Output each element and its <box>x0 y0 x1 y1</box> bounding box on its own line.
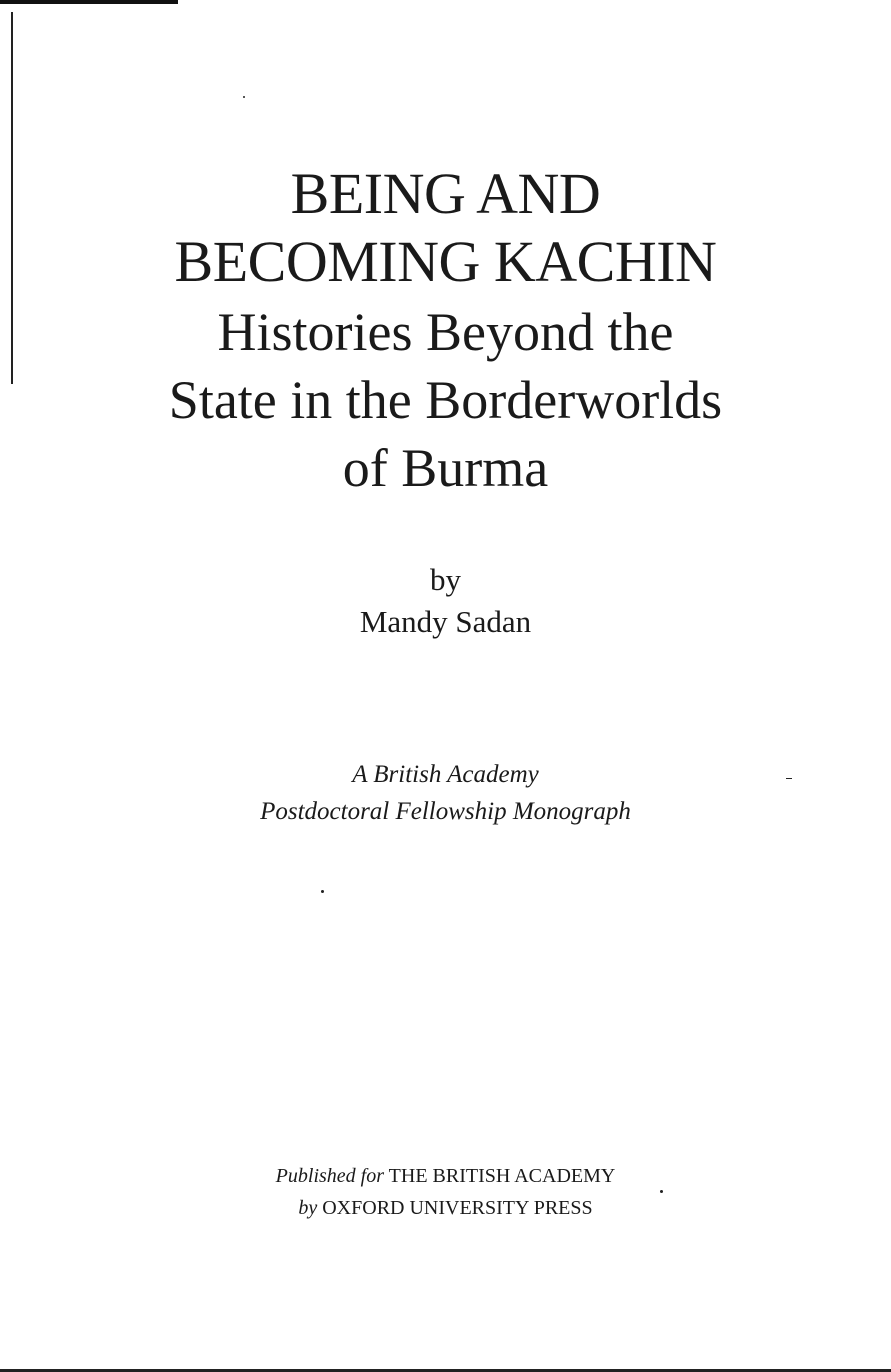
publisher-line-2 <box>0 1192 891 1224</box>
publisher-line-1 <box>0 1160 891 1192</box>
published-for-name: THE BRITISH ACADEMY <box>388 1165 616 1187</box>
scan-edge-top <box>0 0 178 4</box>
book-subtitle-line-3: of Burma <box>342 438 549 498</box>
published-for-label: Published for <box>275 1165 385 1187</box>
byline-by: by <box>430 562 461 597</box>
book-title-line-2: BECOMING KACHIN <box>174 229 717 294</box>
book-subtitle <box>0 298 891 502</box>
scan-speck <box>243 96 245 98</box>
publisher-by-label: by <box>298 1197 318 1219</box>
series-line-1: A British Academy <box>352 761 539 788</box>
series-line-2: Postdoctoral Fellowship Monograph <box>260 798 631 825</box>
publisher-name: OXFORD UNIVERSITY PRESS <box>322 1197 593 1219</box>
publisher-imprint <box>0 1160 891 1224</box>
author-name: Mandy Sadan <box>359 604 532 639</box>
book-subtitle-line-2: State in the Borderworlds <box>168 370 723 430</box>
book-subtitle-line-1: Histories Beyond the <box>217 302 674 362</box>
series-statement <box>0 756 891 830</box>
book-title-line-1: BEING AND <box>290 161 601 226</box>
book-title <box>0 160 891 296</box>
scan-speck <box>321 890 324 893</box>
